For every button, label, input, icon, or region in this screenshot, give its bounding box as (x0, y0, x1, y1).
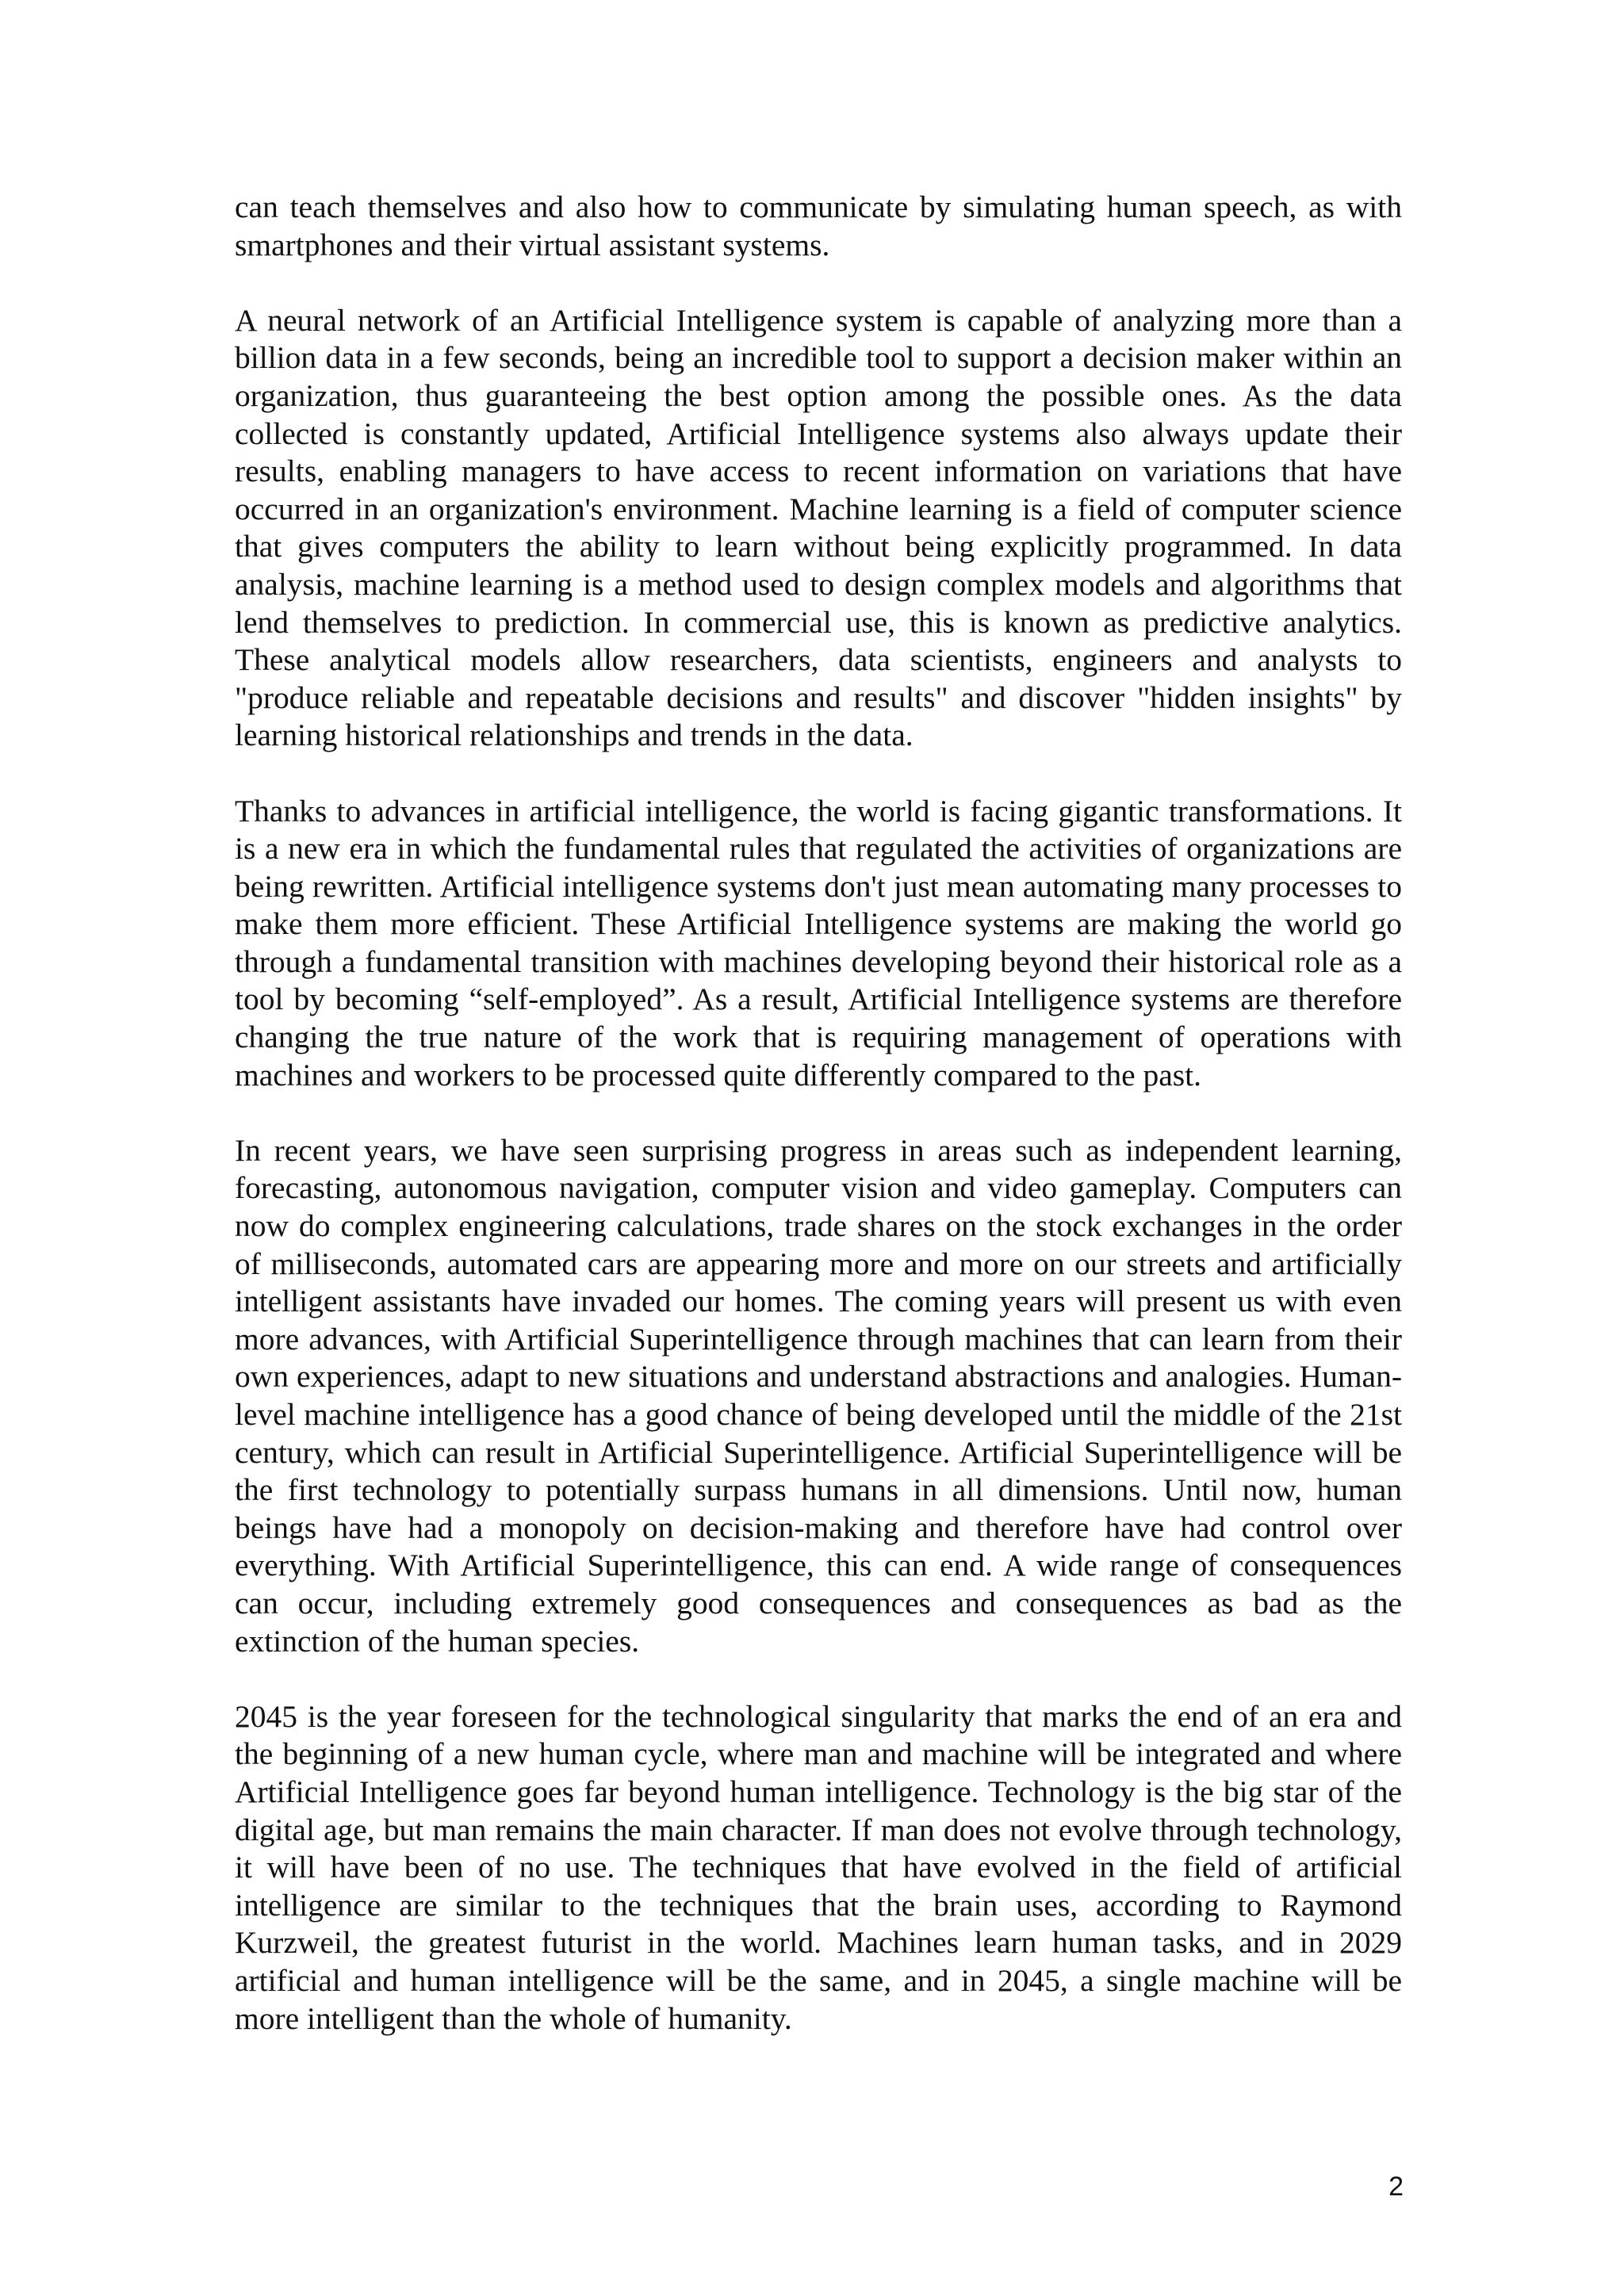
paragraph-recent-progress: In recent years, we have seen surprising progress in areas such as independent learning, forecasting, autonomous navigation, computer vision and video gameplay. Computers can now do complex engineering calculations, trade shares on the stock exchanges in the order of milliseconds, automated cars are appearing more and more on our streets and artificially intelligent assistants have invaded our homes. The coming years will present us with even more advances, with Artificial Superintelligence through machines that can learn from their own experiences, adapt to new situations and understand abstractions and analogies. Human-level machine intelligence has a good chance of being developed until the middle of the 21st century, which can result in Artificial Superintelligence. Artificial Superintelligence will be the first technology to potentially surpass humans in all dimensions. Until now, human beings have had a monopoly on decision-making and therefore have had control over everything. With Artificial Superintelligence, this can end. A wide range of consequences can occur, including extremely good consequences and consequences as bad as the extinction of the human species. (235, 1132, 1402, 1659)
paragraph-continuation: can teach themselves and also how to communicate by simulating human speech, as with smartphones and their virtual assistant systems. (235, 189, 1402, 262)
paragraph-transformations: Thanks to advances in artificial intelligence, the world is facing gigantic transformations. It is a new era in which the fundamental rules that regulated the activities of organizations are being rewritten. Artificial intelligence systems don't just mean automating many processes to make them more efficient. These Artificial Intelligence systems are making the world go through a fundamental transition with machines developing beyond their historical role as a tool by becoming “self-employed”. As a result, Artificial Intelligence systems are therefore changing the true nature of the work that is requiring management of operations with machines and workers to be processed quite differently compared to the past. (235, 793, 1402, 1093)
paragraph-singularity: 2045 is the year foreseen for the technological singularity that marks the end of an era and the beginning of a new human cycle, where man and machine will be integrated and where Artificial Intelligence goes far beyond human intelligence. Technology is the big star of the digital age, but man remains the main character. If man does not evolve through technology, it will have been of no use. The techniques that have evolved in the field of artificial intelligence are similar to the techniques that the brain uses, according to Raymond Kurzweil, the greatest futurist in the world. Machines learn human tasks, and in 2029 artificial and human intelligence will be the same, and in 2045, a single machine will be more intelligent than the whole of humanity. (235, 1698, 1402, 2036)
page-number: 2 (1388, 2172, 1404, 2202)
paragraph-neural-network: A neural network of an Artificial Intelligence system is capable of analyzing more than a billion data in a few seconds, being an incredible tool to support a decision maker within an organization, thus guaranteeing the best option among the possible ones. As the data collected is constantly updated, Artificial Intelligence systems also always update their results, enabling managers to have access to recent information on variations that have occurred in an organization's environment. Machine learning is a field of computer science that gives computers the ability to learn without being explicitly programmed. In data analysis, machine learning is a method used to design complex models and algorithms that lend themselves to prediction. In commercial use, this is known as predictive analytics. These analytical models allow researchers, data scientists, engineers and analysts to "produce reliable and repeatable decisions and results" and discover "hidden insights" by learning historical relationships and trends in the data. (235, 302, 1402, 753)
body-text (235, 189, 1402, 2076)
